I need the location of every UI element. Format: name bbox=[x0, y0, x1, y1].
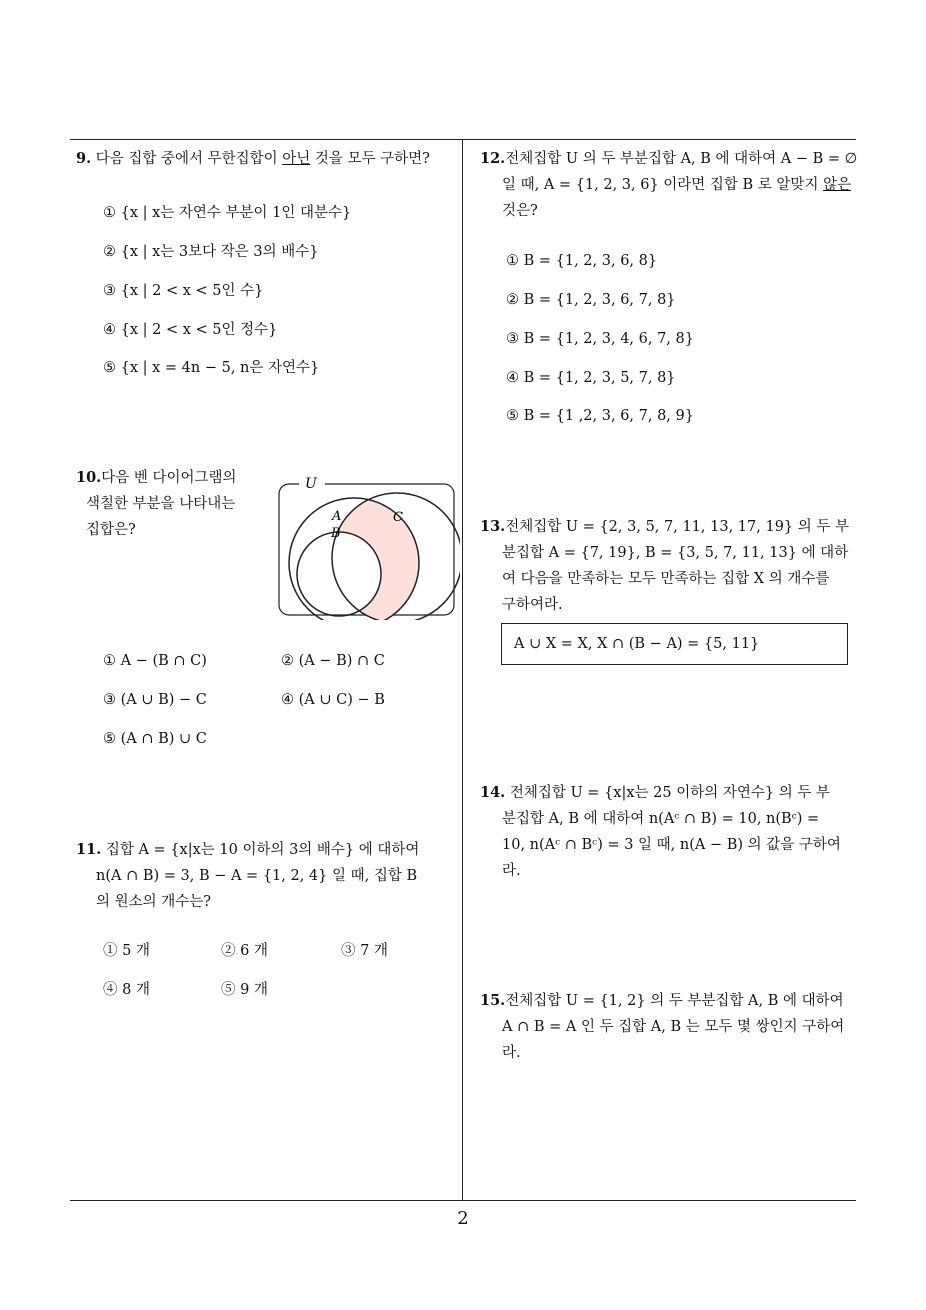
question-text-line-3: 것은? bbox=[502, 203, 538, 219]
question-12 bbox=[480, 146, 860, 224]
label-c: C bbox=[393, 510, 403, 525]
q10-option-1[interactable]: ① A − (B ∩ C) bbox=[103, 653, 207, 669]
question-text-line-3: 의 원소의 개수는? bbox=[96, 894, 212, 910]
question-text-line-1: 전체집합 U = {2, 3, 5, 7, 11, 13, 17, 19} 의 두 부 bbox=[505, 519, 849, 535]
question-text-line-1: 다음 벤 다이어그램의 bbox=[101, 470, 237, 486]
question-text-line-3: 집합은? bbox=[86, 522, 136, 538]
q10-option-4[interactable]: ④ (A ∪ C) − B bbox=[281, 692, 385, 708]
column-divider bbox=[462, 139, 463, 1201]
question-13 bbox=[480, 514, 860, 618]
top-rule bbox=[70, 139, 856, 140]
page-number: 2 bbox=[457, 1208, 469, 1229]
question-11 bbox=[76, 837, 461, 915]
question-text-line-3: 여 다음을 만족하는 모두 만족하는 집합 X 의 개수를 bbox=[502, 571, 830, 587]
question-text-line-2: n(A ∩ B) = 3, B − A = {1, 2, 4} 일 때, 집합 B bbox=[96, 868, 418, 884]
q12-option-3[interactable]: ③ B = {1, 2, 3, 4, 6, 7, 8} bbox=[506, 331, 694, 347]
question-text-line-1: 전체집합 U = {x|x는 25 이하의 자연수} 의 두 부 bbox=[509, 785, 830, 801]
question-text-line-2: A ∩ B = A 인 두 집합 A, B 는 모두 몇 쌍인지 구하여 bbox=[502, 1019, 845, 1035]
q12-option-5[interactable]: ⑤ B = {1 ,2, 3, 6, 7, 8, 9} bbox=[506, 408, 694, 424]
label-u: U bbox=[305, 476, 317, 492]
question-number: 11. bbox=[76, 841, 102, 858]
question-9 bbox=[76, 146, 456, 172]
label-a: A bbox=[332, 509, 342, 524]
question-text-line-1: 전체집합 U 의 두 부분집합 A, B 에 대하여 A − B = ∅ bbox=[505, 151, 858, 167]
question-number: 10. bbox=[76, 469, 102, 486]
q11-option-2[interactable]: ② 6 개 bbox=[221, 943, 268, 959]
q10-option-3[interactable]: ③ (A ∪ B) − C bbox=[103, 692, 207, 708]
q9-option-5[interactable]: ⑤ {x | x = 4n − 5, n은 자연수} bbox=[103, 360, 320, 376]
q9-option-3[interactable]: ③ {x | 2 < x < 5인 수} bbox=[103, 283, 264, 299]
q11-option-4[interactable]: ④ 8 개 bbox=[103, 982, 150, 998]
q10-option-5[interactable]: ⑤ (A ∩ B) ∪ C bbox=[103, 731, 207, 747]
question-number: 14. bbox=[480, 784, 506, 801]
q9-option-1[interactable]: ① {x | x는 자연수 부분이 1인 대분수} bbox=[103, 205, 352, 221]
question-number: 15. bbox=[480, 992, 506, 1009]
q12-option-1[interactable]: ① B = {1, 2, 3, 6, 8} bbox=[506, 253, 658, 269]
condition-box: A ∪ X = X, X ∩ (B − A) = {5, 11} bbox=[501, 623, 848, 665]
question-10 bbox=[76, 465, 266, 543]
question-text-line-4: 구하여라. bbox=[502, 597, 563, 613]
set-b-circle bbox=[297, 532, 381, 616]
question-text-line-2: 일 때, A = {1, 2, 3, 6} 이라면 집합 B 로 알맞지 않은 bbox=[502, 177, 852, 193]
bottom-rule bbox=[70, 1200, 856, 1201]
q11-option-1[interactable]: ① 5 개 bbox=[103, 943, 150, 959]
question-text-line-1: 전체집합 U = {1, 2} 의 두 부분집합 A, B 에 대하여 bbox=[505, 993, 844, 1009]
question-number: 12. bbox=[480, 150, 506, 167]
question-text-line-4: 라. bbox=[502, 863, 521, 879]
question-text-line-2: 색칠한 부분을 나타내는 bbox=[86, 496, 236, 512]
q11-option-3[interactable]: ③ 7 개 bbox=[341, 943, 388, 959]
q9-option-4[interactable]: ④ {x | 2 < x < 5인 정수} bbox=[103, 322, 278, 338]
q9-option-2[interactable]: ② {x | x는 3보다 작은 3의 배수} bbox=[103, 244, 319, 260]
question-number: 13. bbox=[480, 518, 506, 535]
question-15 bbox=[480, 988, 860, 1066]
question-text-line-2: 분집합 A, B 에 대하여 n(Aᶜ ∩ B) = 10, n(Bᶜ) = bbox=[502, 811, 820, 827]
question-text-line-1: 집합 A = {x|x는 10 이하의 3의 배수} 에 대하여 bbox=[105, 842, 420, 858]
q12-option-2[interactable]: ② B = {1, 2, 3, 6, 7, 8} bbox=[506, 292, 676, 308]
question-text-line-3: 라. bbox=[502, 1045, 521, 1061]
question-text-line-2: 분집합 A = {7, 19}, B = {3, 5, 7, 11, 13} 에 대하 bbox=[502, 545, 849, 561]
q11-option-5[interactable]: ⑤ 9 개 bbox=[221, 982, 268, 998]
q10-option-2[interactable]: ② (A − B) ∩ C bbox=[281, 653, 385, 669]
question-text-line-3: 10, n(Aᶜ ∩ Bᶜ) = 3 일 때, n(A − B) 의 값을 구하여 bbox=[502, 837, 841, 853]
label-b: B bbox=[331, 526, 341, 541]
venn-diagram bbox=[275, 470, 460, 620]
question-text: 다음 집합 중에서 무한집합이 아닌 것을 모두 구하면? bbox=[95, 151, 430, 167]
question-14 bbox=[480, 780, 860, 884]
question-number: 9. bbox=[76, 150, 92, 167]
q12-option-4[interactable]: ④ B = {1, 2, 3, 5, 7, 8} bbox=[506, 370, 676, 386]
